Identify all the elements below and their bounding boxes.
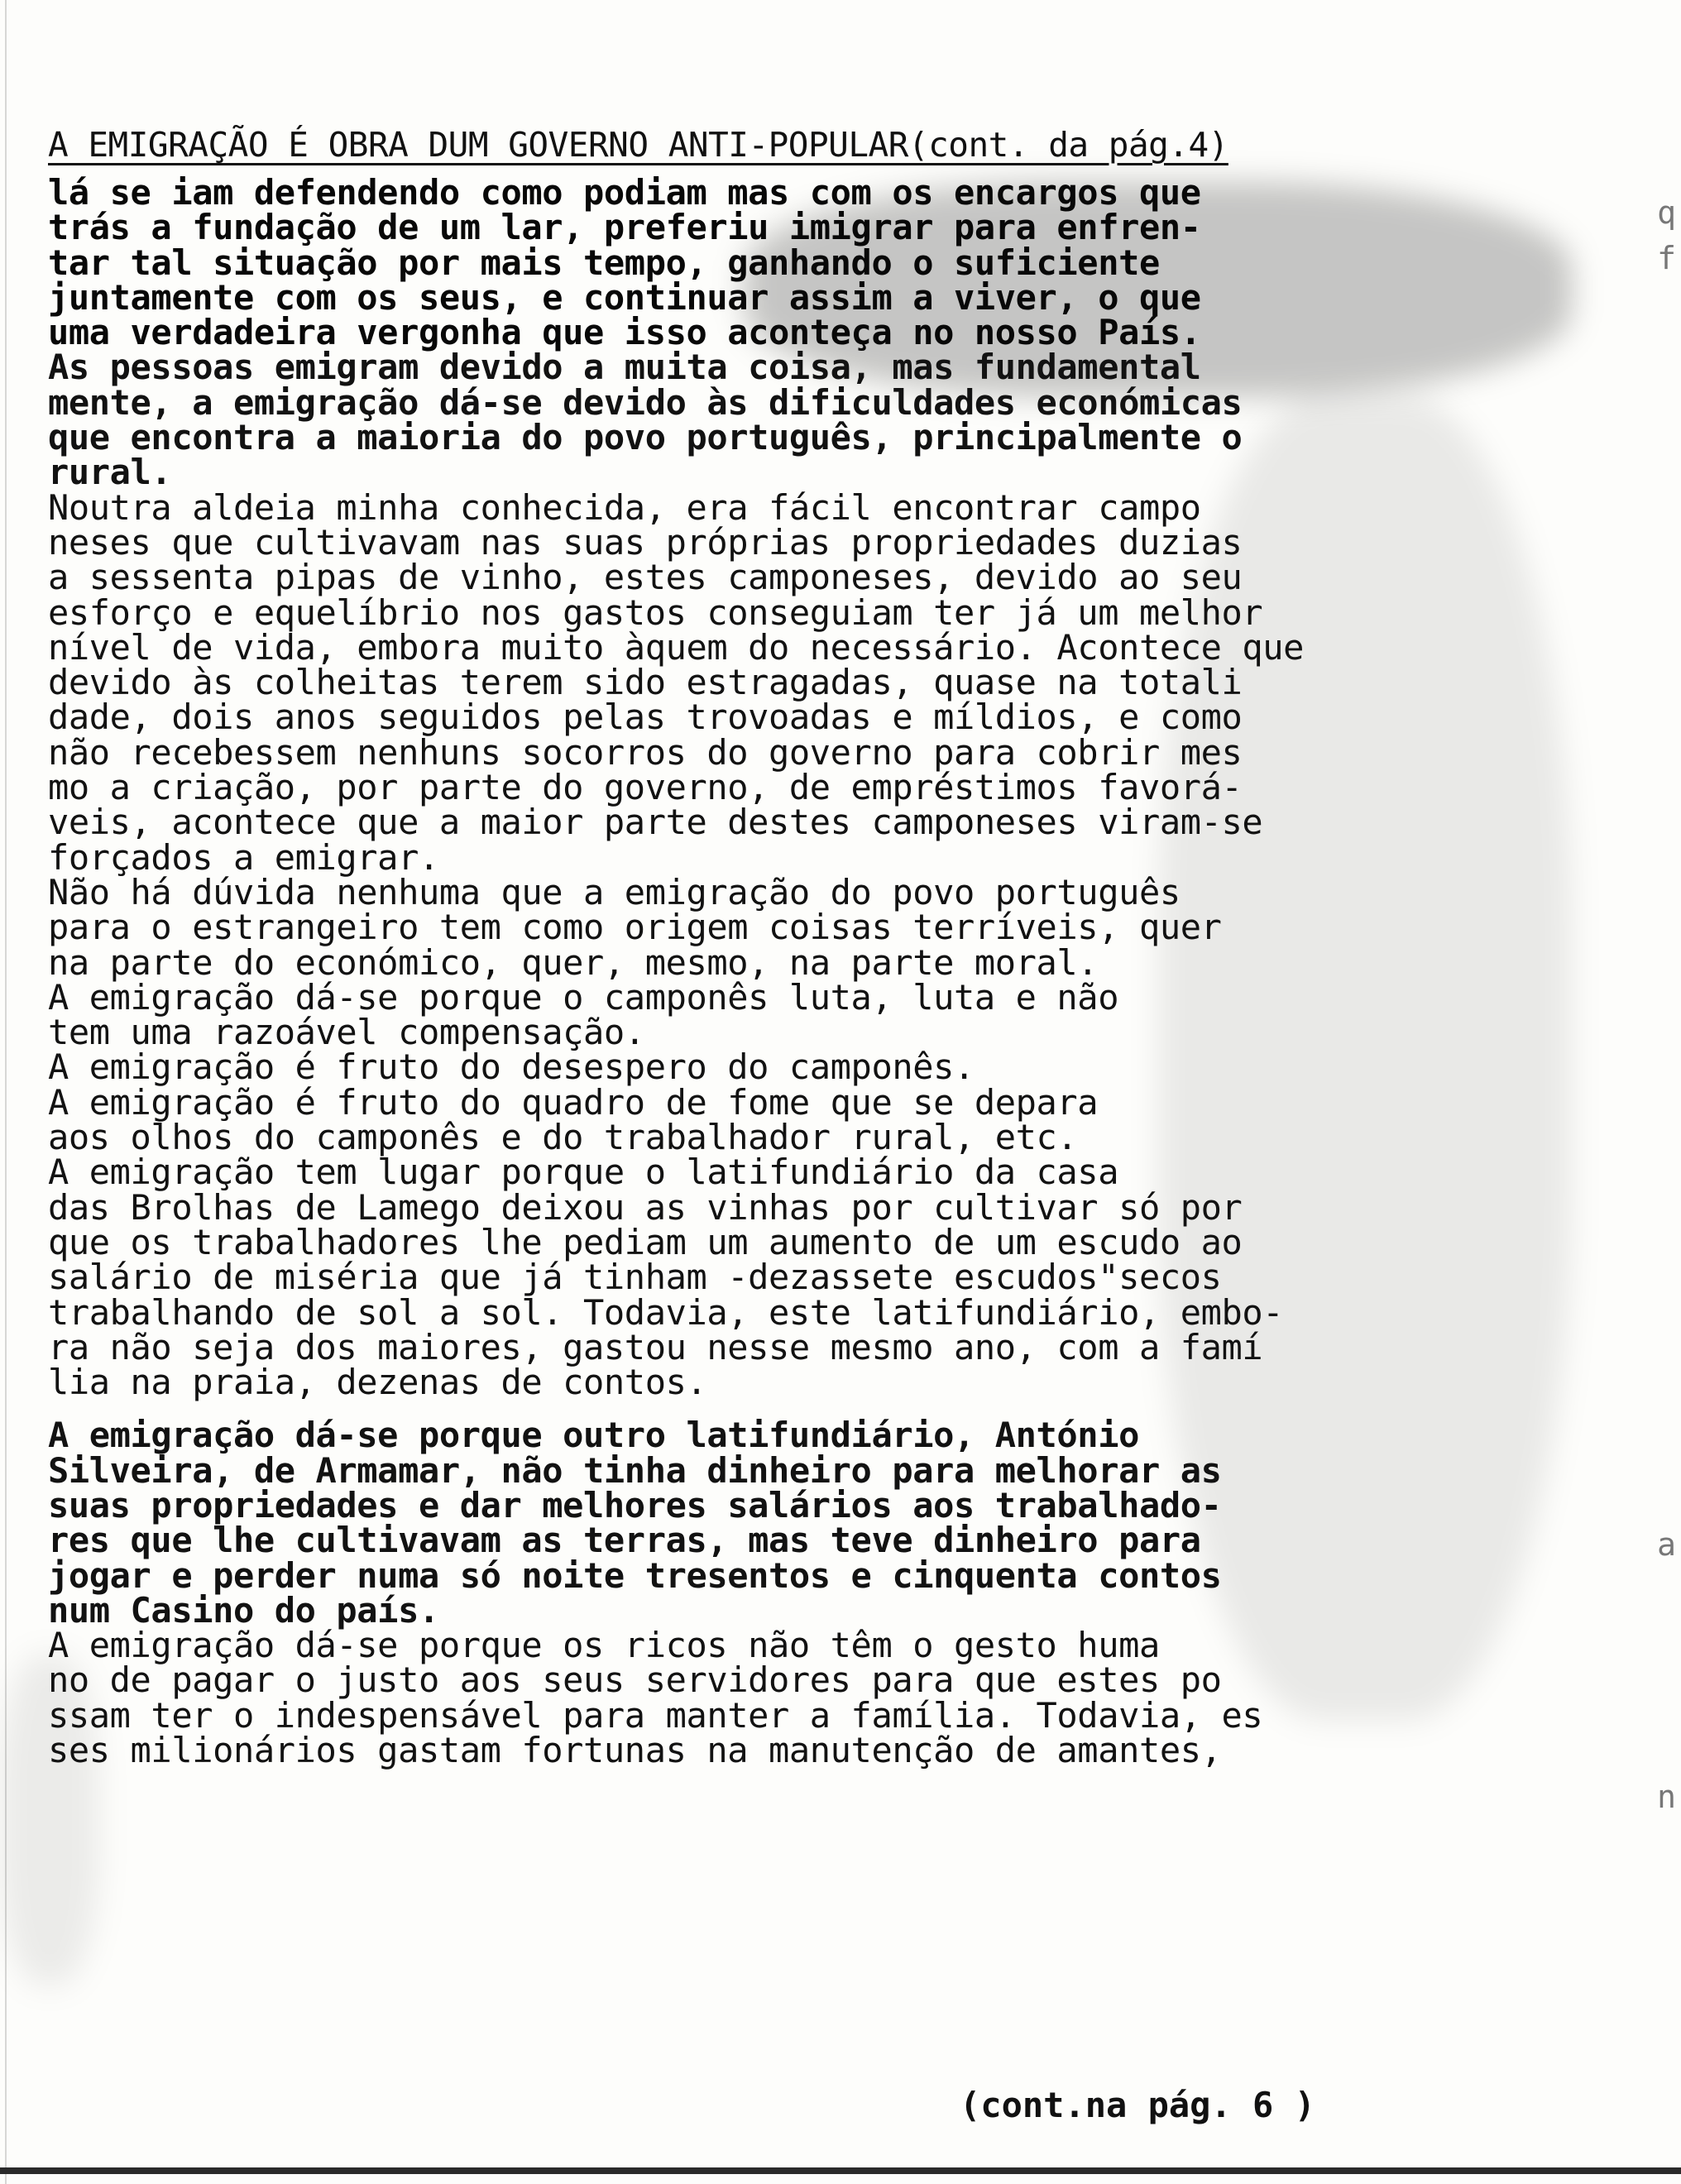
text-line: mo a criação, por parte do governo, de empréstimos favorá- xyxy=(48,767,1243,808)
text-line: tem uma razoável compensação. xyxy=(48,1012,645,1053)
text-line: As pessoas emigram devido a muita coisa, mas fundamental xyxy=(48,347,1201,388)
margin-mark: a xyxy=(1657,1526,1676,1563)
margin-mark: n xyxy=(1657,1779,1676,1815)
text-line: a sessenta pipas de vinho, estes camponeses, devido ao seu xyxy=(48,557,1243,598)
margin-mark: f xyxy=(1657,240,1676,276)
article-heading: A EMIGRAÇÃO É OBRA DUM GOVERNO ANTI-POPULAR(cont. da pág.4) xyxy=(48,125,1228,165)
text-line: forçados a emigrar. xyxy=(48,836,439,878)
text-line: neses que cultivavam nas suas próprias propriedades duzias xyxy=(48,521,1243,563)
text-line: Não há dúvida nenhuma que a emigração do povo português xyxy=(48,871,1181,912)
text-line: lia na praia, dezenas de contos. xyxy=(48,1362,707,1403)
text-line: que encontra a maioria do povo português, principalmente o xyxy=(48,417,1243,458)
text-line: juntamente com os seus, e continuar assim a viver, o que xyxy=(48,276,1201,318)
text-line: para o estrangeiro tem como origem coisas terríveis, quer xyxy=(48,907,1222,948)
text-line: res que lhe cultivavam as terras, mas teve dinheiro para xyxy=(48,1520,1201,1561)
text-line: A emigração dá-se porque o camponês luta, luta e não xyxy=(48,976,1119,1018)
continuation-note: (cont.na pág. 6 ) xyxy=(960,2085,1315,2125)
text-line: nível de vida, embora muito àquem do necessário. Acontece que xyxy=(48,626,1305,668)
text-line: Noutra aldeia minha conhecida, era fácil encontrar campo xyxy=(48,486,1201,528)
text-line: que os trabalhadores lhe pediam um aumento de um escudo ao xyxy=(48,1221,1243,1262)
text-line: não recebessem nenhuns socorros do governo para cobrir mes xyxy=(48,731,1243,773)
text-line: rural. xyxy=(48,452,172,493)
text-line: das Brolhas de Lamego deixou as vinhas por cultivar só por xyxy=(48,1186,1243,1228)
text-line: esforço e equelíbrio nos gastos conseguiam ter já um melhor xyxy=(48,592,1263,633)
text-line: A emigração tem lugar porque o latifundiário da casa xyxy=(48,1152,1119,1193)
margin-mark: q xyxy=(1657,194,1676,231)
text-line: veis, acontece que a maior parte destes camponeses viram-se xyxy=(48,802,1263,843)
text-line: Silveira, de Armamar, não tinha dinheiro para melhorar as xyxy=(48,1449,1222,1491)
text-line: ses milionários gastam fortunas na manutenção de amantes, xyxy=(48,1730,1222,1771)
page-bottom-edge xyxy=(0,2167,1681,2174)
text-line: A emigração dá-se porque outro latifundiário, António xyxy=(48,1415,1139,1456)
text-line: salário de miséria que já tinham -dezassete escudos"secos xyxy=(48,1257,1222,1298)
text-line: jogar e perder numa só noite tresentos e cinquenta contos xyxy=(48,1554,1222,1596)
text-line: ra não seja dos maiores, gastou nesse mesmo ano, com a famí xyxy=(48,1326,1263,1367)
text-line: num Casino do país. xyxy=(48,1589,439,1631)
text-line: mente, a emigração dá-se devido às dificuldades económicas xyxy=(48,381,1243,423)
text-line: dade, dois anos seguidos pelas trovoadas e míldios, e como xyxy=(48,697,1243,738)
text-line: trabalhando de sol a sol. Todavia, este latifundiário, embo- xyxy=(48,1291,1284,1333)
text-line: A emigração dá-se porque os ricos não têm o gesto huma xyxy=(48,1625,1160,1666)
text-line: lá se iam defendendo como podiam mas com os encargos que xyxy=(48,172,1201,213)
text-line: tar tal situação por mais tempo, ganhando o suficiente xyxy=(48,242,1160,283)
text-line: uma verdadeira vergonha que isso aconteça no nosso País. xyxy=(48,312,1201,353)
text-line: suas propriedades e dar melhores salários aos trabalhado- xyxy=(48,1484,1222,1525)
text-line: na parte do económico, quer, mesmo, na parte moral. xyxy=(48,941,1099,983)
text-line: A emigração é fruto do desespero do camponês. xyxy=(48,1046,975,1088)
article-body xyxy=(48,172,1587,1771)
text-line: no de pagar o justo aos seus servidores para que estes po xyxy=(48,1660,1222,1701)
text-line: aos olhos do camponês e do trabalhador rural, etc. xyxy=(48,1117,1078,1158)
text-line: ssam ter o indespensável para manter a família. Todavia, es xyxy=(48,1694,1263,1736)
text-line: trás a fundação de um lar, preferiu imigrar para enfren- xyxy=(48,207,1201,248)
text-line: devido às colheitas terem sido estragadas, quase na totali xyxy=(48,662,1243,703)
text-line: A emigração é fruto do quadro de fome que se depara xyxy=(48,1081,1099,1123)
